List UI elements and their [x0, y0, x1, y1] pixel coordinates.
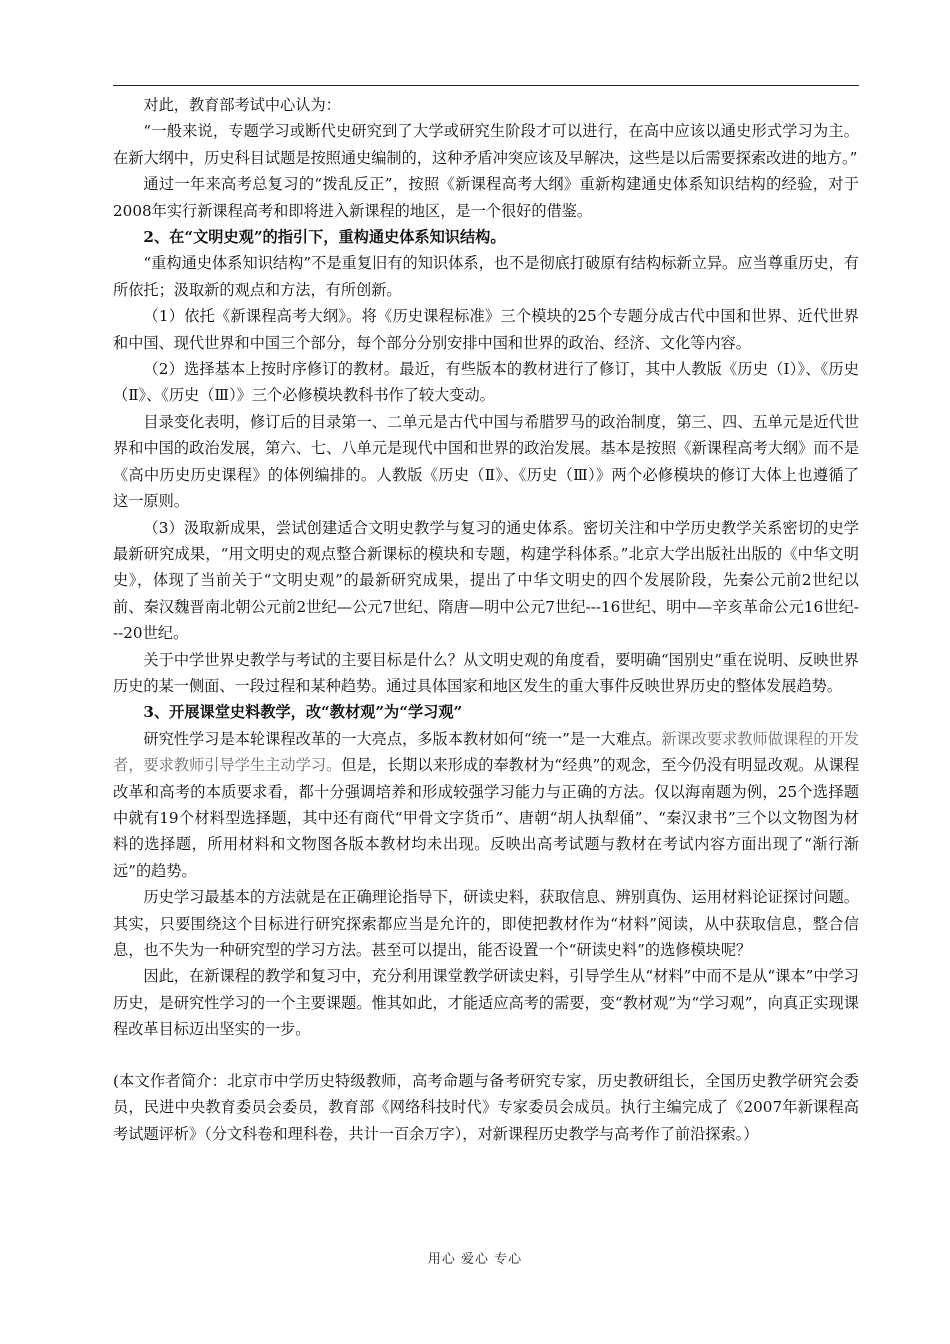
author-bio: (本文作者简介：北京市中学历史特级教师，高考命题与备考研究专家，历史教研组长，全国历史教学研究会委员，民进中央教育委员会委员，教育部《网络科技时代》专家委员会成员。执行主编完成了《2007年新课程高考试题评析》（分文科卷和理科卷，共计一百余万字），对新课程历史教学与高考作了前沿探索。） [113, 1072, 859, 1143]
paragraph: 对此，教育部考试中心认为： [143, 96, 341, 114]
paragraph: 通过一年来高考总复习的“拨乱反正”，按照《新课程高考大纲》重新构建通史体系知识结构的经验，对于2008年实行新课程高考和即将进入新课程的地区，是一个很好的借鉴。 [113, 175, 859, 220]
quote-paragraph: “一般来说，专题学习或断代史研究到了大学或研究生阶段才可以进行，在高中应该以通史形式学习为主。在新大纲中，历史科目试题是按照通史编制的，这种矛盾冲突应该及早解决，这些是以后需要探索改进的地方。” [113, 122, 859, 167]
paragraph: “重构通史体系知识结构”不是重复旧有的知识体系，也不是彻底打破原有结构标新立异。应当尊重历史，有所依托；汲取新的观点和方法，有所创新。 [113, 254, 859, 299]
paragraph: （2）选择基本上按时序修订的教材。最近，有些版本的教材进行了修订，其中人教版《历史（Ⅰ）》、《历史（Ⅱ》、《历史（Ⅲ）》三个必修模块教科书作了较大变动。 [113, 360, 859, 405]
article-body [113, 92, 859, 1043]
highlighted-sentence: 新课改要求教师做课程的开发者，要求教师引导学生主动学习。 [113, 729, 860, 775]
paragraph: 关于中学世界史教学与考试的主要目标是什么？从文明史观的角度看，要明确“国别史”重在说明、反映世界历史的某一侧面、一段过程和某种趋势。通过具体国家和地区发生的重大事件反映世界历史的整体发展趋势。 [113, 650, 859, 695]
paragraph-part: 但是，长期以来形成的奉教材为“经典”的观念，至今仍没有明显改观。从课程改革和高考的本质要求看，都十分强调培养和形成较强学习能力与正确的方法。仅以海南题为例，25个选择题中就有19个材料型选择题，其中还有商代“甲骨文字货币”、唐朝“胡人执犁俑”、“秦汉隶书”三个以文物图为材料的选择题，所用材料和文物图各版本教材均未出现。反映出高考试题与教材在考试内容方面出现了“渐行渐远”的趋势。 [113, 756, 860, 880]
paragraph: 因此，在新课程的教学和复习中，充分利用课堂教学研读史料，引导学生从“材料”中而不是从“课本”中学习历史，是研究性学习的一个主要课题。惟其如此，才能适应高考的需要，变“教材观”为“学习观”，向真正实现课程改革目标迈出坚实的一步。 [113, 967, 859, 1039]
paragraph: （1）依托《新课程高考大纲》。将《历史课程标准》三个模块的25个专题分成古代中国和世界、近代世界和中国、现代世界和中国三个部分，每个部分分别安排中国和世界的政治、经济、文化等内容。 [113, 307, 859, 352]
paragraph: 历史学习最基本的方法就是在正确理论指导下，研读史料，获取信息、辨别真伪、运用材料论证探讨问题。其实，只要围绕这个目标进行研究探索都应当是允许的，即使把教材作为“材料”阅读，从中获取信息，整合信息，也不失为一种研究型的学习方法。甚至可以提出，能否设置一个“研读史料”的选修模块呢？ [113, 888, 859, 959]
paragraph: 目录变化表明，修订后的目录第一、二单元是古代中国与希腊罗马的政治制度，第三、四、五单元是近代世界和中国的政治发展，第六、七、八单元是现代中国和世界的政治发展。基本是按照《新课程高考大纲》而不是《高中历史历史课程》的体例编排的。人教版《历史（Ⅱ》、《历史（Ⅲ）》两个必修模块的修订大体上也遵循了这一原则。 [113, 412, 859, 511]
section-heading-2: 2、在“文明史观”的指引下，重构通史体系知识结构。 [143, 228, 506, 247]
section-heading-3: 3、开展课堂史料教学，改“教材观”为“学习观” [143, 703, 463, 722]
paragraph [113, 726, 859, 884]
paragraph-part: 研究性学习是本轮课程改革的一大亮点，多版本教材如何“统一”是一大难点。 [143, 729, 662, 748]
paragraph: （3）汲取新成果，尝试创建适合文明史教学与复习的通史体系。密切关注和中学历史教学关系密切的史学最新研究成果，“用文明史的观点整合新课标的模块和专题，构建学科体系。”北京大学出版社出版的《中华文明史》，体现了当前关于“文明史观”的最新研究成果，提出了中华文明史的四个发展阶段，先秦公元前2世纪以前、秦汉魏晋南北朝公元前2世纪—公元7世纪、隋唐—明中公元7世纪---16世纪、明中—辛亥革命公元16世纪---20世纪。 [113, 518, 859, 643]
page-footer: 用心 爱心 专心 [427, 1252, 523, 1267]
header-rule [113, 85, 859, 86]
